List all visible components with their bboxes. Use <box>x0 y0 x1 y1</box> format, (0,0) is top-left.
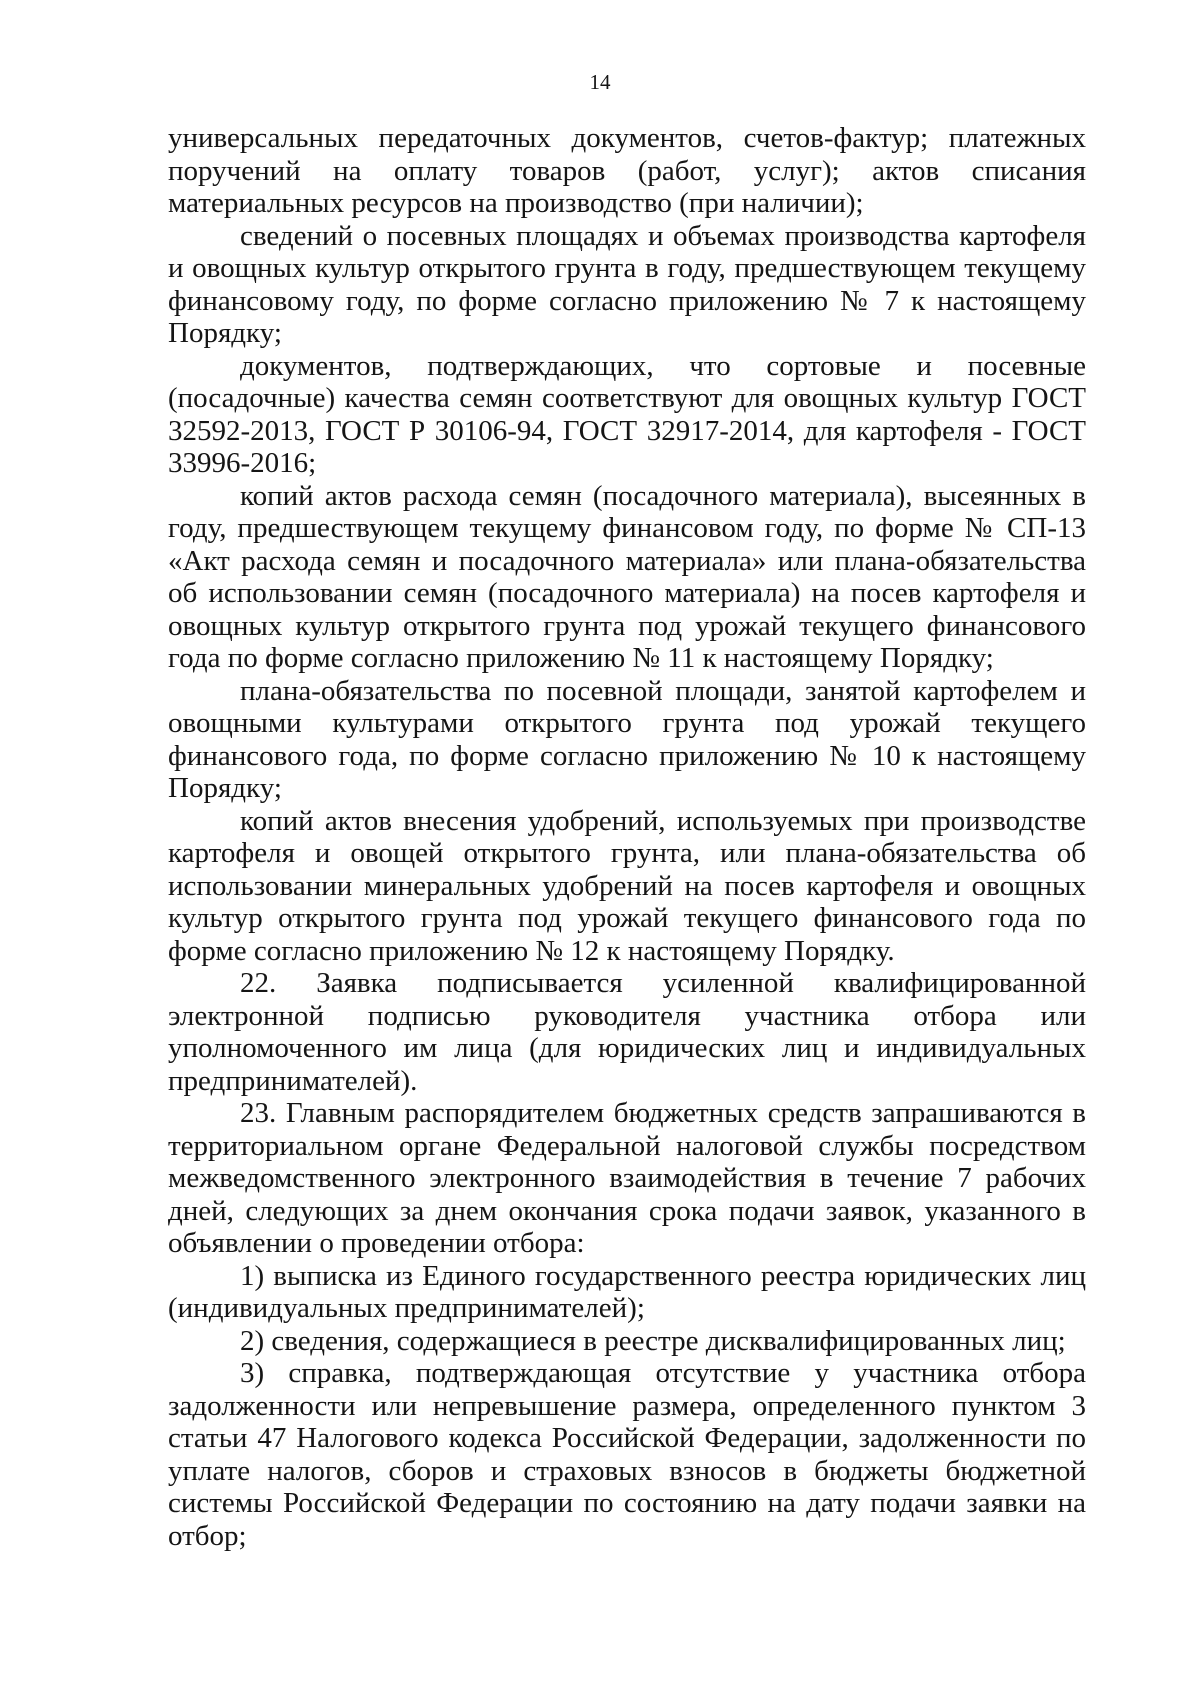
page-number: 14 <box>589 70 611 94</box>
paragraph-upd-documents: универсальных передаточных документов, счетов-фактур; платежных поручений на оплату товаров (работ, услуг); актов списания материальных ресурсов на производство (при наличии); <box>168 122 1086 219</box>
paragraph-seed-consumption-acts: копий актов расхода семян (посадочного материала), высеянных в году, предшествующем текущему финансовом году, по форме № СП-13 «Акт расхода семян и посадочного материала» или плана-обязательства об использовании семян (посадочного материала) на посев картофеля и овощных культур открытого грунта под урожай текущего финансового года по форме согласно приложению № 11 к настоящему Порядку; <box>168 479 1086 674</box>
paragraph-clause-23: 23. Главным распорядителем бюджетных средств запрашиваются в территориальном органе Федеральной налоговой службы посредством межведомственного электронного взаимодействия в течение 7 рабочих дней, следующих за днем окончания срока подачи заявок, указанного в объявлении о проведении отбора: <box>168 1097 1086 1259</box>
paragraph-sown-area-info: сведений о посевных площадях и объемах производства картофеля и овощных культур открытого грунта в году, предшествующем текущему финансовому году, по форме согласно приложению № 7 к настоящему Порядку; <box>168 219 1086 349</box>
list-item-2: 2) сведения, содержащиеся в реестре дисквалифицированных лиц; <box>240 1324 1066 1357</box>
paragraph-clause-22: 22. Заявка подписывается усиленной квалифицированной электронной подписью руководителя участника отбора или уполномоченного им лица (для юридических лиц и индивидуальных предпринимателей). <box>168 967 1086 1097</box>
list-item-3: 3) справка, подтверждающая отсутствие у участника отбора задолженности или непревышение размера, определенного пунктом 3 статьи 47 Налогового кодекса Российской Федерации, задолженности по уплате налогов, сборов и страховых взносов в бюджеты бюджетной системы Российской Федерации по состоянию на дату подачи заявки на отбор; <box>168 1357 1086 1552</box>
paragraph-seed-quality-documents: документов, подтверждающих, что сортовые и посевные (посадочные) качества семян соответствуют для овощных культур ГОСТ 32592-2013, ГОСТ Р 30106-94, ГОСТ 32917-2014, для картофеля - ГОСТ 33996-2016; <box>168 349 1086 479</box>
paragraph-sown-area-plan: плана-обязательства по посевной площади, занятой картофелем и овощными культурами открытого грунта под урожай текущего финансового года, по форме согласно приложению № 10 к настоящему Порядку; <box>168 674 1086 804</box>
paragraph-fertilizer-acts: копий актов внесения удобрений, используемых при производстве картофеля и овощей открытого грунта, или плана-обязательства об использовании минеральных удобрений на посев картофеля и овощных культур открытого грунта под урожай текущего финансового года по форме согласно приложению № 12 к настоящему Порядку. <box>168 804 1086 967</box>
document-body <box>168 122 1086 1552</box>
list-item-1: 1) выписка из Единого государственного реестра юридических лиц (индивидуальных предпринимателей); <box>168 1259 1086 1324</box>
